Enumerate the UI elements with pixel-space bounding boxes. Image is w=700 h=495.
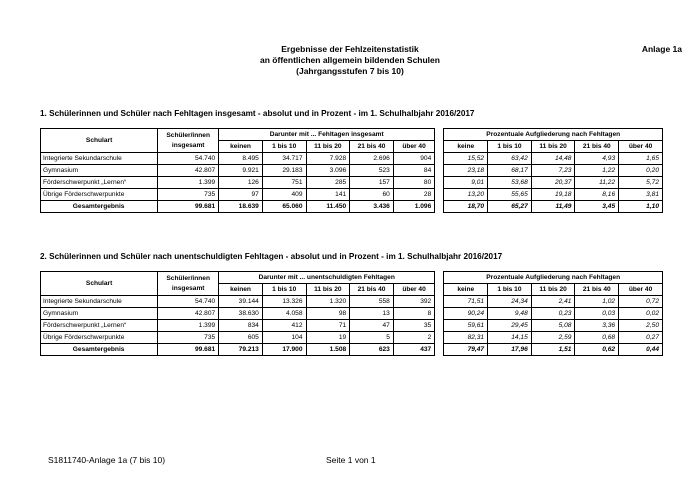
cell-prozent: 0,62 — [575, 344, 619, 356]
cell-schueler-insgesamt: 99.681 — [158, 201, 219, 213]
cell-prozent: 18,70 — [444, 201, 488, 213]
column-header-prozent: 1 bis 10 — [488, 141, 532, 153]
column-header-schueler-insgesamt: Schüler/innen insgesamt — [158, 272, 219, 296]
cell-absolut: 47 — [350, 320, 394, 332]
column-header-absolut: keinen — [219, 141, 263, 153]
cell-absolut: 98 — [306, 308, 350, 320]
cell-absolut: 558 — [350, 296, 394, 308]
table-row — [41, 177, 663, 189]
cell-absolut: 437 — [393, 344, 434, 356]
cell-absolut: 285 — [306, 177, 350, 189]
cell-prozent: 4,93 — [575, 153, 619, 165]
cell-absolut: 605 — [219, 332, 263, 344]
cell-absolut: 9.921 — [219, 165, 263, 177]
cell-prozent: 53,68 — [488, 177, 532, 189]
row-label-schulart: Förderschwerpunkt „Lernen“ — [41, 320, 158, 332]
column-header-absolut: über 40 — [393, 141, 434, 153]
cell-prozent: 55,65 — [488, 189, 532, 201]
cell-absolut: 71 — [306, 320, 350, 332]
column-header-schulart: Schulart — [41, 272, 158, 296]
cell-absolut: 13 — [350, 308, 394, 320]
cell-absolut: 97 — [219, 189, 263, 201]
row-label-schulart: Übrige Förderschwerpunkte — [41, 189, 158, 201]
cell-absolut: 60 — [350, 189, 394, 201]
row-label-schulart: Übrige Förderschwerpunkte — [41, 332, 158, 344]
cell-absolut: 13.326 — [262, 296, 306, 308]
column-header-absolut: 11 bis 20 — [306, 141, 350, 153]
cell-prozent: 0,68 — [575, 332, 619, 344]
cell-prozent: 82,31 — [444, 332, 488, 344]
cell-prozent: 1,22 — [575, 165, 619, 177]
cell-prozent: 0,02 — [619, 308, 663, 320]
document-header — [0, 44, 700, 77]
cell-absolut: 141 — [306, 189, 350, 201]
cell-prozent: 11,22 — [575, 177, 619, 189]
cell-absolut: 2.696 — [350, 153, 394, 165]
cell-absolut: 1.096 — [393, 201, 434, 213]
section-2-title: 2. Schülerinnen und Schüler nach unentschuldigten Fehltagen - absolut und in Prozent - im 1. Schulhalbjahr 2016/2017 — [40, 252, 503, 261]
table-row — [41, 189, 663, 201]
cell-absolut: 126 — [219, 177, 263, 189]
cell-schueler-insgesamt: 1.399 — [158, 177, 219, 189]
cell-schueler-insgesamt: 42.807 — [158, 165, 219, 177]
cell-prozent: 8,16 — [575, 189, 619, 201]
cell-prozent: 79,47 — [444, 344, 488, 356]
column-header-prozent: 1 bis 10 — [488, 284, 532, 296]
table-row — [41, 320, 663, 332]
cell-absolut: 409 — [262, 189, 306, 201]
cell-prozent: 0,44 — [619, 344, 663, 356]
cell-absolut: 38.630 — [219, 308, 263, 320]
cell-prozent: 3,81 — [619, 189, 663, 201]
cell-absolut: 1.508 — [306, 344, 350, 356]
cell-prozent: 1,65 — [619, 153, 663, 165]
cell-schueler-insgesamt: 735 — [158, 189, 219, 201]
table-unentschuldigte-fehltage — [40, 271, 663, 356]
cell-absolut: 79.213 — [219, 344, 263, 356]
cell-prozent: 15,52 — [444, 153, 488, 165]
cell-absolut: 412 — [262, 320, 306, 332]
cell-absolut: 34.717 — [262, 153, 306, 165]
row-label-schulart: Gymnasium — [41, 308, 158, 320]
cell-prozent: 68,17 — [488, 165, 532, 177]
cell-prozent: 29,45 — [488, 320, 532, 332]
cell-schueler-insgesamt: 735 — [158, 332, 219, 344]
cell-absolut: 17.900 — [262, 344, 306, 356]
cell-prozent: 2,41 — [531, 296, 575, 308]
cell-absolut: 29.183 — [262, 165, 306, 177]
column-header-absolut: über 40 — [393, 284, 434, 296]
column-header-absolut: 21 bis 40 — [350, 141, 394, 153]
footer-page-number: Seite 1 von 1 — [326, 455, 376, 465]
cell-absolut: 834 — [219, 320, 263, 332]
table-total-row — [41, 201, 663, 213]
cell-absolut: 8 — [393, 308, 434, 320]
column-group-header-absolut: Darunter mit ... unentschuldigten Fehltagen — [219, 272, 435, 284]
column-header-absolut: 21 bis 40 — [350, 284, 394, 296]
cell-prozent: 24,34 — [488, 296, 532, 308]
column-header-schulart: Schulart — [41, 129, 158, 153]
cell-prozent: 0,03 — [575, 308, 619, 320]
cell-prozent: 13,20 — [444, 189, 488, 201]
cell-absolut: 84 — [393, 165, 434, 177]
section-1-title: 1. Schülerinnen und Schüler nach Fehltagen insgesamt - absolut und in Prozent - im 1. Schulhalbjahr 2016/2017 — [40, 109, 475, 118]
cell-prozent: 14,15 — [488, 332, 532, 344]
cell-absolut: 2 — [393, 332, 434, 344]
cell-prozent: 17,96 — [488, 344, 532, 356]
table-row — [41, 308, 663, 320]
column-header-prozent: 11 bis 20 — [531, 141, 575, 153]
cell-prozent: 19,18 — [531, 189, 575, 201]
header-line-1: Ergebnisse der Fehlzeitenstatistik — [281, 44, 419, 54]
cell-absolut: 5 — [350, 332, 394, 344]
cell-absolut: 3.096 — [306, 165, 350, 177]
cell-absolut: 19 — [306, 332, 350, 344]
cell-prozent: 3,45 — [575, 201, 619, 213]
row-label-schulart: Gesamtergebnis — [41, 201, 158, 213]
cell-absolut: 3.436 — [350, 201, 394, 213]
cell-prozent: 1,10 — [619, 201, 663, 213]
cell-absolut: 4.058 — [262, 308, 306, 320]
table-fehltage-insgesamt — [40, 128, 663, 213]
cell-prozent: 1,02 — [575, 296, 619, 308]
column-header-schueler-insgesamt: Schüler/innen insgesamt — [158, 129, 219, 153]
cell-prozent: 0,72 — [619, 296, 663, 308]
cell-absolut: 35 — [393, 320, 434, 332]
cell-prozent: 9,01 — [444, 177, 488, 189]
cell-absolut: 623 — [350, 344, 394, 356]
cell-prozent: 20,37 — [531, 177, 575, 189]
cell-prozent: 5,08 — [531, 320, 575, 332]
cell-absolut: 8.495 — [219, 153, 263, 165]
row-label-schulart: Gesamtergebnis — [41, 344, 158, 356]
cell-prozent: 90,24 — [444, 308, 488, 320]
column-spacer — [435, 272, 444, 356]
cell-absolut: 80 — [393, 177, 434, 189]
table-total-row — [41, 344, 663, 356]
column-header-prozent: 21 bis 40 — [575, 284, 619, 296]
cell-schueler-insgesamt: 1.399 — [158, 320, 219, 332]
cell-prozent: 65,27 — [488, 201, 532, 213]
cell-absolut: 18.639 — [219, 201, 263, 213]
row-label-schulart: Integrierte Sekundarschule — [41, 153, 158, 165]
footer-document-id: S1811740-Anlage 1a (7 bis 10) — [48, 455, 166, 465]
column-header-absolut: keinen — [219, 284, 263, 296]
anlage-label: Anlage 1a — [641, 44, 682, 54]
cell-absolut: 11.450 — [306, 201, 350, 213]
column-header-prozent: über 40 — [619, 284, 663, 296]
cell-prozent: 14,48 — [531, 153, 575, 165]
header-line-2: an öffentlichen allgemein bildenden Schulen — [260, 55, 440, 65]
cell-absolut: 28 — [393, 189, 434, 201]
row-label-schulart: Förderschwerpunkt „Lernen“ — [41, 177, 158, 189]
cell-prozent: 2,50 — [619, 320, 663, 332]
column-header-prozent: keine — [444, 141, 488, 153]
cell-absolut: 523 — [350, 165, 394, 177]
cell-absolut: 392 — [393, 296, 434, 308]
cell-absolut: 751 — [262, 177, 306, 189]
cell-absolut: 1.320 — [306, 296, 350, 308]
cell-prozent: 71,51 — [444, 296, 488, 308]
cell-prozent: 63,42 — [488, 153, 532, 165]
cell-prozent: 7,23 — [531, 165, 575, 177]
cell-prozent: 5,72 — [619, 177, 663, 189]
cell-prozent: 0,20 — [619, 165, 663, 177]
column-header-absolut: 11 bis 20 — [306, 284, 350, 296]
cell-prozent: 1,51 — [531, 344, 575, 356]
cell-prozent: 0,23 — [531, 308, 575, 320]
table-row — [41, 153, 663, 165]
column-header-prozent: über 40 — [619, 141, 663, 153]
cell-prozent: 0,27 — [619, 332, 663, 344]
column-group-header-prozent: Prozentuale Aufgliederung nach Fehltagen — [444, 272, 663, 284]
cell-schueler-insgesamt: 42.807 — [158, 308, 219, 320]
column-group-header-absolut: Darunter mit ... Fehltagen insgesamt — [219, 129, 435, 141]
row-label-schulart: Integrierte Sekundarschule — [41, 296, 158, 308]
cell-prozent: 23,18 — [444, 165, 488, 177]
cell-absolut: 157 — [350, 177, 394, 189]
cell-absolut: 904 — [393, 153, 434, 165]
cell-prozent: 11,49 — [531, 201, 575, 213]
cell-absolut: 39.144 — [219, 296, 263, 308]
column-header-prozent: 21 bis 40 — [575, 141, 619, 153]
cell-schueler-insgesamt: 54.740 — [158, 153, 219, 165]
column-group-header-prozent: Prozentuale Aufgliederung nach Fehltagen — [444, 129, 663, 141]
cell-prozent: 59,61 — [444, 320, 488, 332]
cell-prozent: 2,59 — [531, 332, 575, 344]
column-header-prozent: 11 bis 20 — [531, 284, 575, 296]
cell-absolut: 104 — [262, 332, 306, 344]
cell-prozent: 9,48 — [488, 308, 532, 320]
column-header-absolut: 1 bis 10 — [262, 284, 306, 296]
header-line-3: (Jahrgangsstufen 7 bis 10) — [296, 66, 404, 76]
cell-schueler-insgesamt: 54.740 — [158, 296, 219, 308]
cell-absolut: 65.060 — [262, 201, 306, 213]
column-header-prozent: keine — [444, 284, 488, 296]
row-label-schulart: Gymnasium — [41, 165, 158, 177]
column-header-absolut: 1 bis 10 — [262, 141, 306, 153]
table-row — [41, 332, 663, 344]
cell-prozent: 3,36 — [575, 320, 619, 332]
cell-absolut: 7.928 — [306, 153, 350, 165]
table-row — [41, 296, 663, 308]
cell-schueler-insgesamt: 99.681 — [158, 344, 219, 356]
column-spacer — [435, 129, 444, 213]
table-row — [41, 165, 663, 177]
